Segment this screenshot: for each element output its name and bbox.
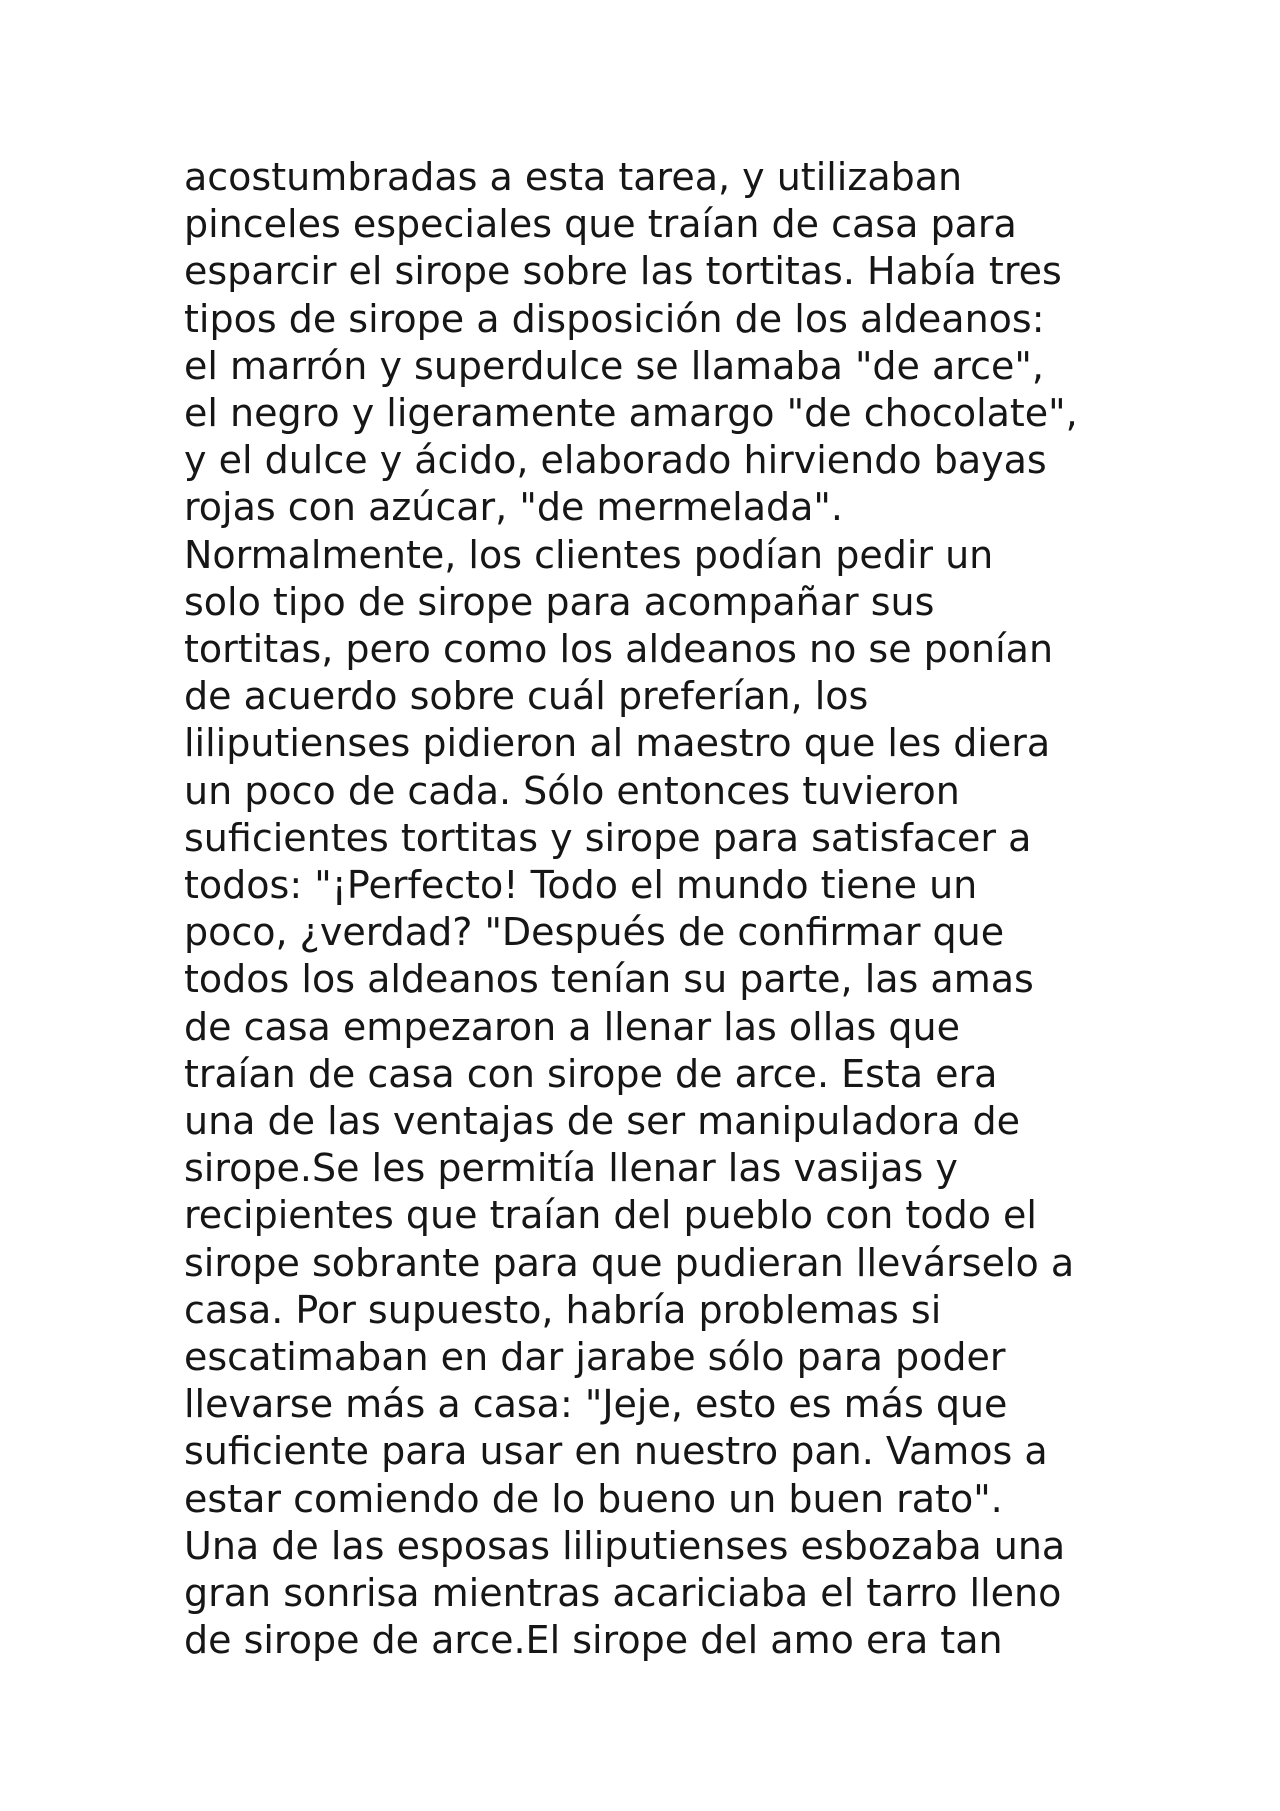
text-line: tipos de sirope a disposición de los aldeanos: [184,296,1045,341]
text-line: y el dulce y ácido, elaborado hirviendo bayas [184,438,1047,483]
text-line: Una de las esposas liliputienses esbozaba una [184,1523,1066,1568]
text-line: de sirope de arce.El sirope del amo era tan [184,1618,1003,1663]
text-line: esparcir el sirope sobre las tortitas. Había tres [184,249,1062,294]
text-line: sirope.Se les permitía llenar las vasijas y [184,1146,958,1191]
text-line: gran sonrisa mientras acariciaba el tarro lleno [184,1571,1062,1616]
text-line: solo tipo de sirope para acompañar sus [184,579,935,624]
text-line: sirope sobrante para que pudieran llevárselo a [184,1240,1075,1285]
text-line: el marrón y superdulce se llamaba "de arce", [184,343,1044,388]
text-line: el negro y ligeramente amargo "de chocolate", [184,391,1078,436]
text-line: estar comiendo de lo bueno un buen rato". [184,1476,1003,1521]
text-line: acostumbradas a esta tarea, y utilizaban [184,155,963,199]
text-line: pinceles especiales que traían de casa para [184,202,1017,247]
text-line: suficientes tortitas y sirope para satisfacer a [184,815,1032,860]
text-line: recipientes que traían del pueblo con todo el [184,1193,1037,1238]
text-line: tortitas, pero como los aldeanos no se ponían [184,627,1054,672]
text-line: de casa empezaron a llenar las ollas que [184,1004,961,1049]
text-line: rojas con azúcar, "de mermelada". [184,485,843,530]
text-line: traían de casa con sirope de arce. Esta era [184,1051,998,1096]
text-line: de acuerdo sobre cuál preferían, los [184,674,869,719]
text-line: liliputienses pidieron al maestro que les diera [184,721,1051,766]
text-line: llevarse más a casa: "Jeje, esto es más que [184,1382,1008,1427]
text-line: poco, ¿verdad? "Después de confirmar que [184,910,1005,955]
text-line: suficiente para usar en nuestro pan. Vamos a [184,1429,1048,1474]
body-text [184,154,1184,1665]
text-line: todos los aldeanos tenían su parte, las amas [184,957,1034,1002]
text-line: todos: "¡Perfecto! Todo el mundo tiene un [184,863,978,908]
text-line: Normalmente, los clientes podían pedir un [184,532,994,577]
text-line: escatimaban en dar jarabe sólo para poder [184,1335,1006,1380]
text-line: una de las ventajas de ser manipuladora de [184,1099,1020,1144]
text-line: casa. Por supuesto, habría problemas si [184,1287,942,1332]
text-line: un poco de cada. Sólo entonces tuvieron [184,768,960,813]
